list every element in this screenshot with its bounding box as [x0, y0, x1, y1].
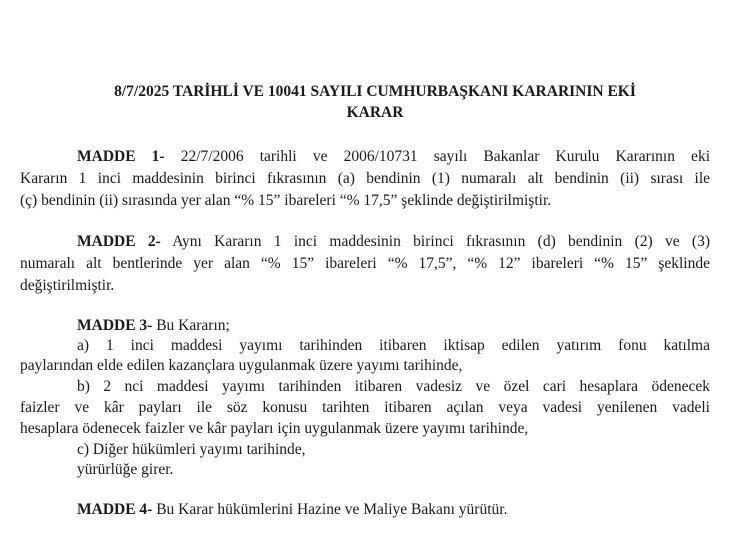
madde-1-heading: MADDE 1-: [77, 148, 165, 165]
title-line-1: 8/7/2025 TARİHLİ VE 10041 SAYILI CUMHURBAŞKANI KARARININ EKİ: [114, 83, 636, 100]
madde-2-line-3: değiştirilmiştir.: [20, 277, 115, 294]
madde-3-heading: MADDE 3-: [77, 317, 153, 334]
madde-4-heading: MADDE 4-: [77, 501, 153, 518]
madde-1-line-2: Kararın 1 inci maddesinin birinci fıkrasının (a) bendinin (1) numaralı alt bendinin (ii) sırası ile: [20, 170, 710, 187]
title-line-2: KARAR: [346, 104, 404, 121]
madde-2-line-2: numaralı alt bentlerinde yer alan “% 15” ibareleri “% 17,5”, “% 12” ibareleri “% 15” şeklinde: [20, 255, 710, 272]
madde-1-line-3: (ç) bendinin (ii) sırasında yer alan “% 15” ibareleri “% 17,5” şeklinde değiştirilmiştir.: [20, 192, 552, 209]
madde-4-text: Bu Karar hükümlerini Hazine ve Maliye Bakanı yürütür.: [156, 501, 508, 518]
madde-2-heading: MADDE 2-: [77, 233, 161, 250]
madde-3-b-line-3: hesaplara ödenecek faizler ve kâr payları için uygulanmak üzere yayımı tarihinde,: [20, 420, 529, 437]
madde-3-b-line-2: faizler ve kâr payları ile söz konusu tarihten itibaren açılan veya vadesi yenilenen vadeli: [20, 399, 710, 416]
madde-3-c-line-1: c) Diğer hükümleri yayımı tarihinde,: [77, 441, 306, 458]
madde-3-intro: Bu Kararın;: [156, 317, 230, 334]
madde-3-a-line-1: a) 1 inci maddesi yayımı tarihinden itibaren iktisap edilen yatırım fonu katılma: [77, 337, 710, 354]
madde-3-a-line-2: paylarından elde edilen kazançlara uygulanmak üzere yayımı tarihinde,: [20, 357, 463, 374]
madde-2-line-1: [77, 232, 710, 252]
madde-3-b-line-1: b) 2 nci maddesi yayımı tarihinden itibaren vadesiz ve özel cari hesaplara ödenecek: [77, 378, 710, 395]
madde-2-text-1: Aynı Kararın 1 inci maddesinin birinci fıkrasının (d) bendinin (2) ve (3): [172, 233, 710, 250]
madde-1-line-1: [77, 147, 710, 167]
madde-4-line-1: [77, 500, 507, 520]
madde-3-closing: yürürlüğe girer.: [77, 461, 174, 478]
madde-3-line-1: [77, 316, 230, 336]
madde-1-text-1: 22/7/2006 tarihli ve 2006/10731 sayılı Bakanlar Kurulu Kararının eki: [180, 148, 710, 165]
